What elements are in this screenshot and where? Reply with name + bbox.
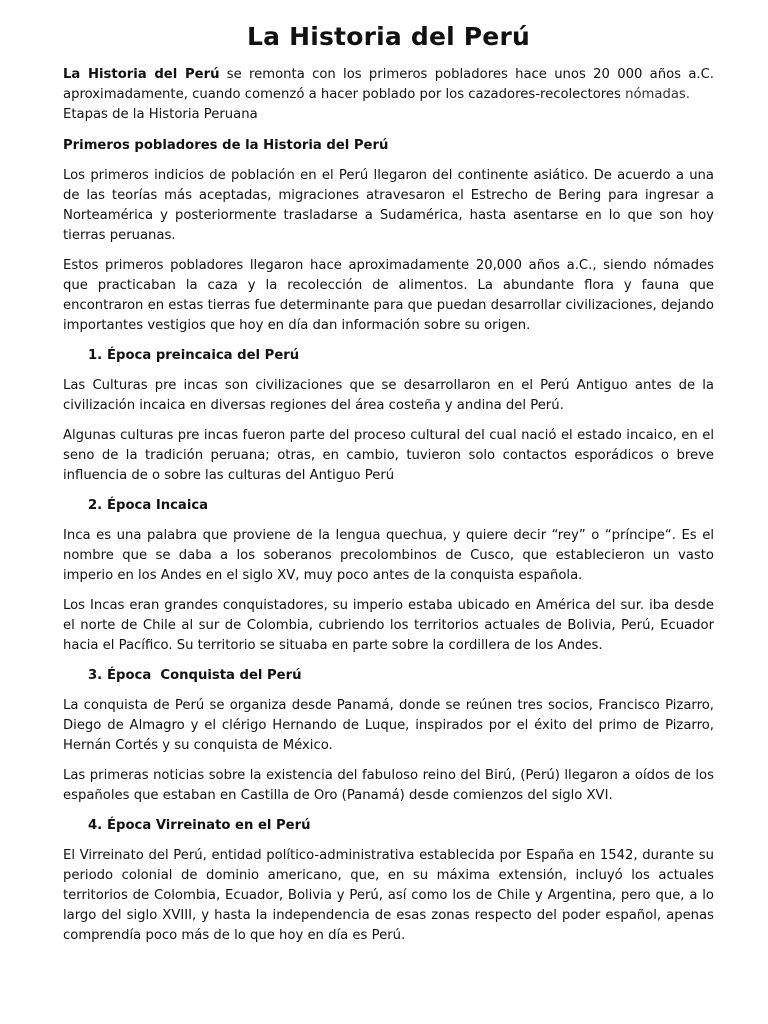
paragraph: Las Culturas pre incas son civilizaciones que se desarrollaron en el Perú Antiguo antes de la civilización incaica en diversas regiones del área costeña y andina del Perú. [63,378,714,413]
paragraph: Los primeros indicios de población en el Perú llegaron del continente asiático. De acuerdo a una de las teorías más aceptadas, migraciones atravesaron el Estrecho de Bering para ingresar a Norteamérica y posteriormente trasladarse a Sudamérica, hasta asentarse en lo que son hoy tierras peruanas. [63,168,714,243]
intro-text: se remonta con los primeros pobladores hace unos 20 000 años a.C. aproximadamente, cuando comenzó a hacer poblado por los cazadores-recolectores [63,67,714,102]
intro-paragraph [63,65,714,105]
primeros-heading: Primeros pobladores de la Historia del Perú [63,138,389,153]
section-heading-virreinato [88,816,714,836]
intro-bold-lead: La Historia del Perú [63,67,220,82]
intro-tail: nómadas. [625,87,690,102]
paragraph: Los Incas eran grandes conquistadores, su imperio estaba ubicado en América del sur. iba desde el norte de Chile al sur de Colombia, cubriendo los territorios actuales de Bolivia, Perú, Ecuador hacia el Pacífico. Su territorio se situaba en parte sobre la cordillera de los Andes. [63,598,714,653]
etapas-line: Etapas de la Historia Peruana [63,107,258,122]
paragraph: El Virreinato del Perú, entidad político-administrativa establecida por España en 1542, durante su periodo colonial de dominio americano, que, en su máxima extensión, incluyó los actuales territorios de Colombia, Ecuador, Bolivia y Perú, así como los de Chile y Argentina, pero que, a lo largo del siglo XVIII, y hasta la independencia de esas zonas respecto del poder español, apenas comprendía poco más de lo que hoy en día es Perú. [63,848,714,943]
paragraph: Estos primeros pobladores llegaron hace aproximadamente 20,000 años a.C., siendo nómades que practicaban la caza y la recolección de alimentos. La abundante flora y fauna que encontraron en estas tierras fue determinante para que puedan desarrollar civilizaciones, dejando importantes vestigios que hoy en día dan información sobre su origen. [63,258,714,333]
section-heading-preincaica [88,346,714,366]
section-title: Época Virreinato en el Perú [107,818,311,833]
section-number: 3. [88,668,103,683]
page-title: La Historia del Perú [246,22,530,51]
section-title: Época preincaica del Perú [107,348,300,363]
paragraph: Las primeras noticias sobre la existencia del fabuloso reino del Birú, (Perú) llegaron a oídos de los españoles que estaban en Castilla de Oro (Panamá) desde comienzos del siglo XVI. [63,768,714,803]
paragraph: Inca es una palabra que proviene de la lengua quechua, y quiere decir “rey” o “príncipe“. Es el nombre que se daba a los soberanos precolombinos de Cusco, que establecieron un vasto imperio en los Andes en el siglo XV, muy poco antes de la conquista española. [63,528,714,583]
paragraph: La conquista de Perú se organiza desde Panamá, donde se reúnen tres socios, Francisco Pizarro, Diego de Almagro y el clérigo Hernando de Luque, inspirados por el éxito del primo de Pizarro, Hernán Cortés y su conquista de México. [63,698,714,753]
section-number: 1. [88,348,103,363]
section-number: 4. [88,818,103,833]
section-title: Época Conquista del Perú [107,668,302,683]
paragraph: Algunas culturas pre incas fueron parte del proceso cultural del cual nació el estado incaico, en el seno de la tradición peruana; otras, en cambio, tuvieron solo contactos esporádicos o breve influencia de o sobre las culturas del Antiguo Perú [63,428,714,483]
section-heading-conquista [88,666,714,686]
section-title: Época Incaica [107,498,209,513]
section-heading-incaica [88,496,714,516]
section-number: 2. [88,498,103,513]
